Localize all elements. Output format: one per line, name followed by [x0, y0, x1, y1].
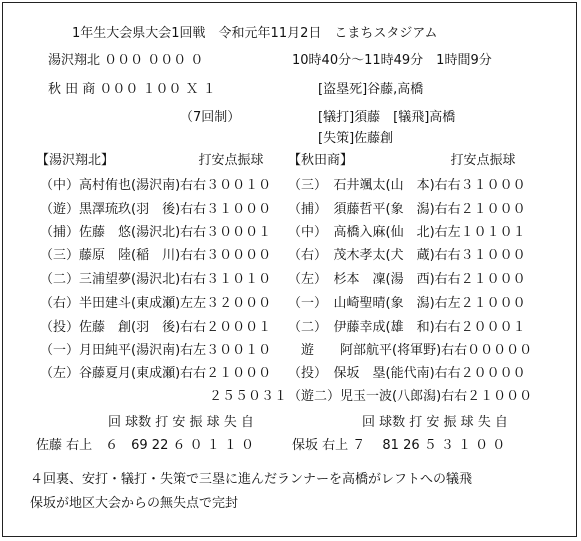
game-note: ４回裏、安打・犠打・失策で三塁に進んだランナーを高橋がレフトへの犠飛 — [30, 472, 473, 487]
game-title: 1年生大会県大会1回戦 令和元年11月2日 こまちスタジアム — [72, 26, 438, 41]
sacrifice-info: [犠打]須藤 [犠飛]高橋 — [318, 110, 456, 125]
box-right-row: （三） 石井颯太(山 本)右右３１０００ — [288, 178, 526, 193]
game-note: 保坂が地区大会からの無失点で完封 — [30, 496, 239, 511]
box-right-row: （捕） 須藤哲平(象 潟)右右２１０００ — [288, 202, 526, 217]
pitching-row-right: 保坂 右上 ７ 81 26 ５ ３ １ ０ ０ — [292, 438, 506, 453]
linescore-team1: 湯沢翔北 ０００ ０００ ０ — [48, 53, 204, 68]
box-right-row: （二） 伊藤幸成(雄 和)右右２０００１ — [288, 320, 526, 335]
error-info: [失策]佐藤創 — [318, 131, 394, 146]
box-header-right: 【秋田商】 打安点振球 — [288, 153, 516, 168]
game-time: 10時40分～11時49分 1時間9分 — [292, 53, 492, 68]
box-right-row: （中） 高橋入麻(仙 北)右左１０１０１ — [288, 225, 526, 240]
pitching-row-left: 佐藤 右上 ６ 69 22 ６ ０ １ １ ０ — [36, 438, 255, 453]
seven-inning-note: （7回制） — [180, 110, 241, 125]
box-left-row: （三）藤原 陸(稲 川)右右３００００ — [40, 248, 272, 263]
box-right-row: （左） 杉本 凜(湯 西)右右２１０００ — [288, 272, 526, 287]
box-header-left: 【湯沢翔北】 打安点振球 — [36, 153, 264, 168]
box-right-row: （遊二）児玉一波(八郎潟)右右２１０００ — [288, 389, 533, 404]
pitching-header-right: 回 球数 打 安 振 球 失 自 — [362, 415, 508, 430]
linescore-team2: 秋 田 商 ０００ １００ Ｘ １ — [48, 82, 216, 97]
box-left-row: （二）三浦望夢(湯沢北)右右３１０１０ — [40, 272, 272, 287]
box-right-row: （一） 山崎聖晴(象 潟)右左２１０００ — [288, 296, 526, 311]
box-left-totals: ２５５０３１ — [40, 389, 288, 404]
box-left-row: （左）谷藤夏月(東成瀬)右右２１０００ — [40, 366, 272, 381]
box-left-row: （一）月田純平(湯沢南)右左３００１０ — [40, 343, 272, 358]
box-left-row: （捕）佐藤 悠(湯沢北)右右３０００１ — [40, 225, 272, 240]
box-left-row: （中）高村侑也(湯沢南)右右３００１０ — [40, 178, 272, 193]
box-right-row: （投） 保坂 塁(能代南)右右２００００ — [288, 366, 526, 381]
box-left-row: （右）半田建斗(東成瀬)左左３２０００ — [40, 296, 272, 311]
box-left-row: （投）佐藤 創(羽 後)右右２０００１ — [40, 320, 272, 335]
box-left-row: （遊）黒澤琉玖(羽 後)右右３１０００ — [40, 202, 272, 217]
box-right-row: （右） 茂木孝太(犬 蔵)右右３１０００ — [288, 248, 526, 263]
caught-stealing-info: [盗塁死]谷藤,高橋 — [318, 82, 424, 97]
pitching-header-left: 回 球数 打 安 振 球 失 自 — [108, 415, 254, 430]
box-right-row: 遊 阿部航平(将軍野)右右０００００ — [288, 343, 533, 358]
